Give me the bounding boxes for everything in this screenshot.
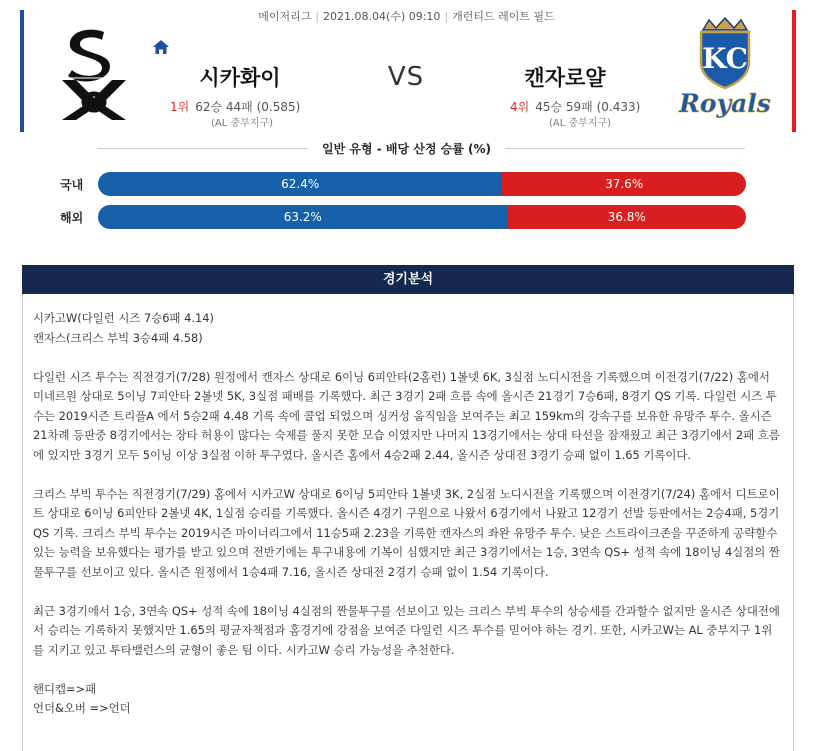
away-record-text: 45승 59패 (0.433) — [535, 100, 641, 114]
match-meta: 메이저리그 | 2021.08.04(수) 09:10 | 개런티드 레이트 필드 — [258, 10, 555, 23]
odds-row-domestic — [0, 172, 813, 196]
away-accent-bar — [792, 10, 796, 132]
away-division: (AL 중부지구) — [548, 118, 612, 129]
svg-text:KC: KC — [702, 42, 748, 75]
odds-section-title — [0, 140, 813, 156]
home-win-rate: 62.4% — [98, 172, 502, 196]
match-datetime: 2021.08.04(수) 09:10 — [323, 10, 441, 23]
home-team-name: 시카화이 — [199, 66, 281, 90]
home-record — [170, 98, 300, 115]
handicap-pick: 핸디캡=>패 — [33, 681, 97, 696]
away-win-rate: 36.8% — [508, 205, 746, 229]
home-division: (AL 중부지구) — [210, 118, 274, 129]
home-win-rate: 63.2% — [98, 205, 508, 229]
conclusion: 최근 3경기에서 1승, 3연속 QS+ 성적 속에 18이닝 4실점의 짠물투구를 선보이고 있는 크리스 부빅 투수의 상승세를 간과할수 없지만 올시즌 상대전에서 승리는 기록하지 못했지만 1.65의 평균자책점과 홈경기에 강점을 보여준 다일런 시즈 투수를 믿어야 하는 경기. 또한, 시카고W는 AL 중부지구 1위를 지키고 있고 투타밸런스의 균형이 좋은 팀 이다. 시카고W 승리 가능성을 추천한다. — [33, 603, 780, 657]
home-icon[interactable] — [152, 38, 170, 56]
away-rank: 4위 — [510, 100, 530, 114]
match-header — [0, 0, 813, 150]
home-accent-bar — [20, 10, 24, 132]
league-label: 메이저리그 — [258, 10, 312, 23]
away-pitcher-analysis: 크리스 부빅 투수는 직전경기(7/29) 홈에서 시카고W 상대로 6이닝 5피안타 1볼넷 3K, 2실점 노디시전을 기록했으며 이전경기(7/24) 홈에서 디트로이트 상대로 6이닝 6피안타 2볼넷 4K, 1실점 승리를 기록했다. 올시즌 4경기 구원으로 나왔서 6경기에서 나왔고 12경기 선발 등판에서는 2승4패, 5경기 QS 기록. 크리스 부빅 투수는 2019시즌 마이너리그에서 11승5패 2.23을 기록한 캔자스의 좌완 유망주 투수. 낮은 스트라이크존을 꾸준하게 공략할수 있는 능력을 보유했다는 평가를 받고 있으며 전반기에는 투구내용에 기복이 심했지만 최근 3경기에서는 1승, 3연속 QS+ 성적 속에 18이닝 4실점의 짠물투구를 선보이고 있다. 올시즌 원정에서 1승4패 7.16, 올시즌 상대전 2경기 승패 없이 1.54 기록이다. — [33, 486, 780, 579]
away-win-rate: 37.6% — [502, 172, 746, 196]
away-team-name: 캔자로얄 — [524, 66, 606, 90]
odds-bar — [98, 172, 746, 196]
home-pitcher-analysis: 다일런 시즈 투수는 직전경기(7/28) 원정에서 캔자스 상대로 6이닝 6피안타(2홈런) 1볼넷 6K, 3실점 노디시전을 기록했으며 이전경기(7/22) 홈에서 미네르원 상대로 5이닝 7피안타 2볼넷 5K, 3실점 패배를 기록했다. 최근 3경기 2패 흐름 속에 올시즌 21경기 7승6패, 8경기 QS 기록. 다일런 시즈 투수는 2019시즌 트리플A 에서 5승2패 4.48 기록 속에 콜업 되었으며 싱커성 움직임을 보여주는 최고 159km의 강속구를 보유한 유망주 투수. 올시즌 21차례 등판중 8경기에서는 장타 허용이 많다는 숙제를 풀지 못한 모습 이였지만 나머지 13경기에서는 상대 타선을 잠재웠고 최근 3경기에서 2패 흐름에 있지만 3경기 모두 5이닝 이상 3실점 이하 투구였다. 올시즌 홈에서 4승2패 2.44, 올시즌 상대전 3경기 승패 없이 1.65 기록이다. — [33, 369, 780, 462]
home-rank: 1위 — [170, 100, 190, 114]
odds-row-overseas — [0, 205, 813, 229]
analysis-title: 경기분석 — [22, 265, 794, 294]
odds-row-label: 해외 — [60, 211, 84, 225]
svg-text:Royals: Royals — [679, 89, 771, 118]
venue-label: 개런티드 레이트 필드 — [452, 10, 555, 23]
home-pitcher-line: 시카고W(다일런 시즈 7승6패 4.14) — [33, 311, 214, 325]
home-record-text: 62승 44패 (0.585) — [195, 100, 301, 114]
vs-label: VS — [387, 62, 425, 92]
odds-row-label: 국내 — [60, 178, 84, 192]
royals-logo — [676, 16, 774, 120]
odds-bar — [98, 205, 746, 229]
white-sox-logo — [58, 26, 130, 122]
away-pitcher-line: 캔자스(크리스 부빅 3승4패 4.58) — [33, 330, 203, 345]
odds-title-text: 일반 유형 - 배당 산정 승률 (%) — [322, 142, 491, 156]
away-record — [510, 98, 640, 115]
analysis-body — [22, 294, 794, 751]
over-under-pick: 언더&오버 =>언더 — [33, 701, 131, 715]
